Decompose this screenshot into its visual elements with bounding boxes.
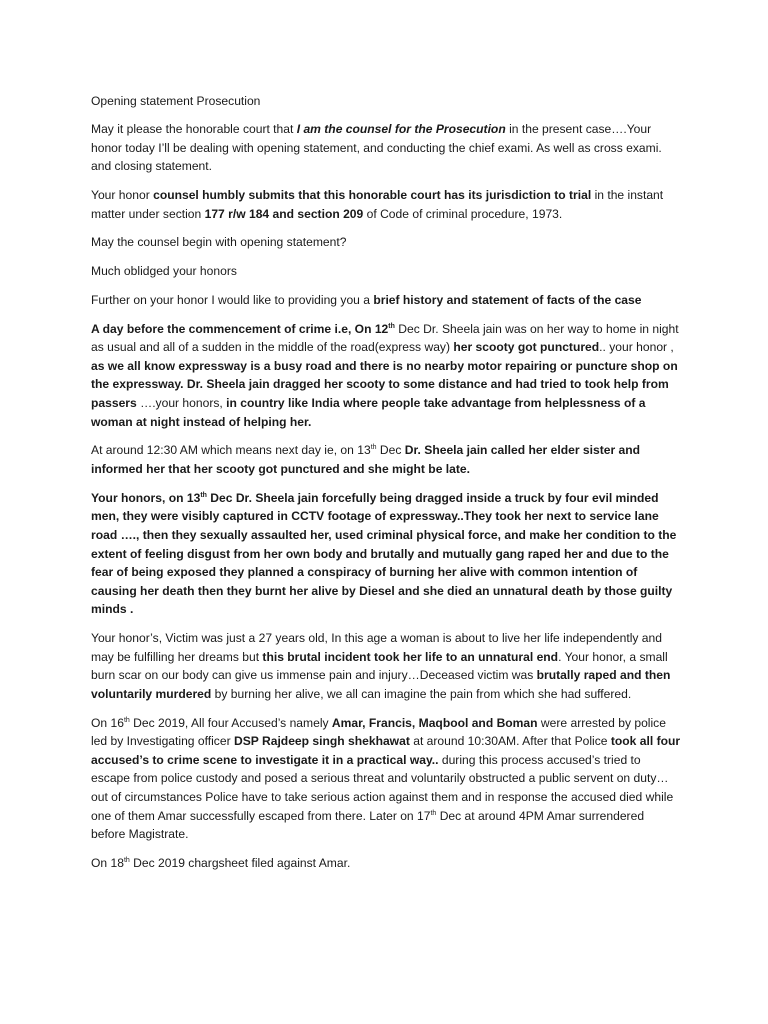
text-run: took all four accused’s to crime scene to investigate it in a practical way..	[91, 734, 681, 767]
text-run: were arrested by police led by Investigating officer	[91, 715, 666, 749]
document-page	[91, 92, 681, 883]
text-run: Dec Dr. Sheela jain forcefully being dragged inside a truck by four evil minded men, they were visibly captured in CCTV footage of expressway..They took her next to service lane road …., then they sexually assaulted her, used criminal physical force, and make her condition to the extent of feeling disgust from her own body and brutally and mutually gang raped her and due to the fear of being exposed they planned a conspiracy of burning her alive with common intention of causing her death then they burnt her alive by Diesel and she died an unnatural death by those guilty minds .	[91, 490, 677, 617]
text-run: counsel humbly submits that this honorable court has its jurisdiction to trial	[153, 187, 592, 202]
text-run: .. your honor ,	[599, 340, 674, 355]
superscript-ordinal: th	[388, 322, 395, 330]
superscript-ordinal: th	[123, 857, 130, 865]
text-run: I am the counsel for the Prosecution	[296, 121, 506, 136]
text-run: in the instant matter under section	[91, 187, 664, 221]
text-run: Your honor’s, Victim was just a 27 years old, In this age a woman is about to live her life independently and may be fulfilling her dreams but	[91, 631, 662, 664]
superscript-ordinal: th	[123, 716, 130, 724]
text-run: Dec Dr. Sheela jain was on her way to home in night as usual and all of a sudden in the middle of the road(express way)	[91, 321, 679, 355]
text-run: in the present case….Your honor today I’ll be dealing with opening statement, and conducting the chief exami. As well as cross exami. and closing statement.	[91, 121, 662, 174]
text-run: Dr. Sheela jain called her elder sister and informed her that her scooty got punctured and she might be late.	[91, 443, 641, 477]
text-run: this brutal incident took her life to an unnatural end	[262, 649, 559, 664]
text-run: by burning her alive, we all can imagine the pain from which she had suffered.	[211, 686, 632, 701]
text-run: Dec at around 4PM Amar surrendered before Magistrate.	[91, 808, 645, 842]
text-run: as we all know expressway is a busy road and there is no nearby motor repairing or puncture shop on the expressway. Dr. Sheela jain dragged her scooty to some distance and had tried to took help from passers	[91, 358, 678, 411]
text-run: Amar, Francis, Maqbool and Boman	[331, 715, 538, 730]
text-run: May it please the honorable court that	[91, 121, 297, 136]
text-run: of Code of criminal procedure, 1973.	[363, 206, 563, 221]
text-run: At around 12:30 AM which means next day ie, on 13	[91, 443, 371, 458]
text-run: DSP Rajdeep singh shekhawat	[233, 734, 410, 749]
text-run: On 16	[91, 715, 124, 730]
text-run: 177 r/w 184 and section 209	[204, 206, 364, 221]
paragraph	[91, 441, 681, 478]
text-run: Much oblidged your honors	[91, 264, 237, 279]
text-run: On 18	[91, 856, 124, 871]
paragraph	[91, 854, 681, 873]
text-run: ….your honors,	[136, 396, 227, 411]
text-run: Further on your honor I would like to providing you a	[91, 292, 374, 307]
paragraph	[91, 320, 681, 432]
text-run: during this process accused’s tried to escape from police custody and posed a serious threat and voluntarily obstructed a public servent on duty…out of circumstances Police have to take serious action against them and in response the accused died while one of them Amar successfully escaped from there. Later on 17	[91, 752, 674, 823]
paragraph	[91, 714, 681, 844]
superscript-ordinal: th	[200, 491, 207, 499]
text-run: Dec	[376, 443, 405, 458]
document-body	[91, 120, 681, 873]
paragraph	[91, 233, 681, 252]
text-run: Your honors, on 13	[91, 490, 201, 505]
paragraph	[91, 291, 681, 310]
text-run: her scooty got punctured	[453, 340, 600, 355]
text-run: May the counsel begin with opening statement?	[91, 235, 347, 250]
paragraph	[91, 629, 681, 703]
paragraph	[91, 120, 681, 176]
text-run: A day before the commencement of crime i.e, On 12	[91, 321, 389, 336]
text-run: Dec 2019, All four Accused’s namely	[129, 715, 332, 730]
superscript-ordinal: th	[430, 809, 437, 817]
paragraph	[91, 262, 681, 281]
paragraph	[91, 489, 681, 619]
text-run: Dec 2019 chargsheet filed against Amar.	[129, 856, 351, 871]
text-run: brutally raped and then voluntarily murdered	[91, 668, 671, 701]
text-run: . Your honor, a small burn scar on our body can give us immense pain and injury…Deceased victim was	[91, 649, 668, 683]
paragraph	[91, 186, 681, 223]
text-run: in country like India where people take advantage from helplessness of a woman at night instead of helping her.	[91, 396, 646, 429]
text-run: Your honor	[91, 187, 154, 202]
document-title: Opening statement Prosecution	[91, 94, 261, 108]
text-run: brief history and statement of facts of the case	[373, 292, 642, 307]
text-run: at around 10:30AM. After that Police	[409, 734, 611, 749]
superscript-ordinal: th	[370, 444, 377, 452]
